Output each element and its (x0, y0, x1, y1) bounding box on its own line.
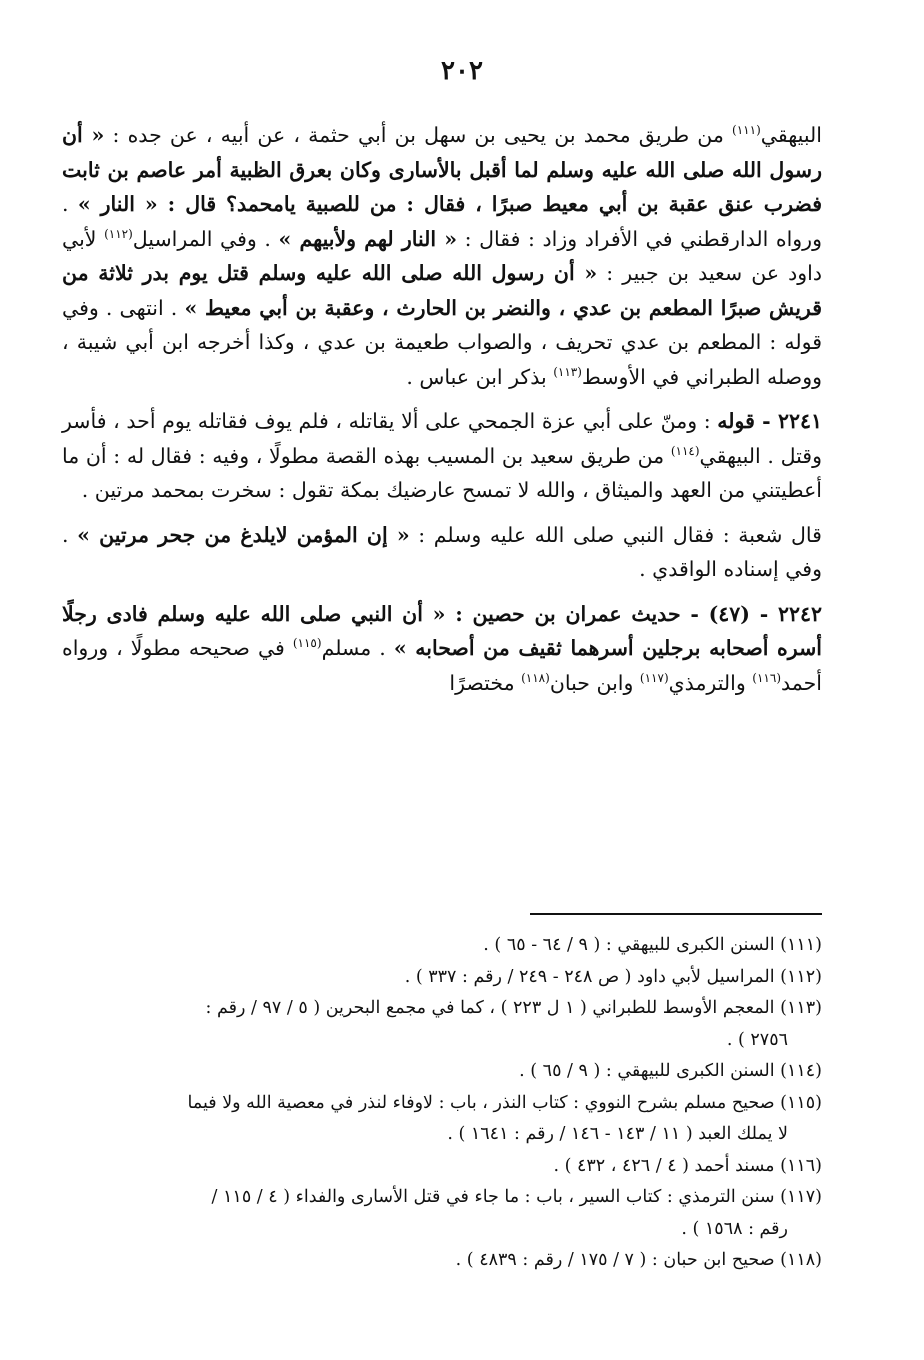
text-run: من طريق سعيد بن المسيب بهذه القصة مطولًا ، وفيه : فقال له : أن ما أعطيتني من العهد والميثاق ، والله لا تمسح عارضيك بمكة تقول : سخرت بمحمد مرتين . (62, 443, 822, 502)
footnote-number: (١١٣) (780, 998, 822, 1018)
footnote-ref: (١١٧) (639, 670, 669, 685)
footnote-separator (530, 913, 822, 915)
footnote (62, 1182, 822, 1245)
footnote-text: سنن الترمذي : كتاب السير ، باب : ما جاء في قتل الأسارى والفداء ( ٤ / ١١٥ / (211, 1187, 775, 1207)
footnote (62, 962, 822, 994)
main-text (62, 118, 822, 700)
footnote-text: السنن الكبرى للبيهقي : ( ٩ / ٦٥ ) . (519, 1061, 775, 1081)
footnote (62, 1056, 822, 1088)
footnote-text: صحيح مسلم بشرح النووي : كتاب النذر ، باب : لاوفاء لنذر في معصية الله ولا فيما (187, 1092, 775, 1113)
footnote-text: المعجم الأوسط للطبراني ( ١ ل ٢٢٣ ) ، كما في مجمع البحرين ( ٥ / ٩٧ / رقم : (205, 998, 775, 1018)
paragraph (62, 118, 822, 394)
text-run: وابن حبان (549, 670, 640, 695)
footnote-continuation: ٢٧٥٦ ) . (726, 1029, 788, 1050)
footnote (62, 1245, 822, 1277)
text-run: . مسلم (321, 636, 394, 660)
text-run: من طريق محمد بن يحيى بن سهل بن أبي حثمة ، عن أبيه ، عن جده : (104, 123, 733, 147)
text-run: . وفي إسناده الواقدي . (62, 522, 822, 581)
footnote-text: مسند أحمد ( ٤ / ٤٢٦ ، ٤٣٢ ) . (553, 1155, 775, 1176)
bold-text-run: « أن رسول الله صلى الله عليه وسلم لما أقبل بالأسارى وكان بعرق الظبية أمر عاصم بن ثابت فضرب عنق عقبة بن أبي معيط صبرًا ، فقال : من للصبية يامحمد؟ قال : « النار » (62, 123, 822, 216)
page-number: ٢٠٢ (441, 56, 483, 86)
footnotes (62, 930, 822, 1277)
footnote-number: (١١٤) (780, 1061, 822, 1081)
text-run: . وفي المراسيل (132, 226, 279, 251)
footnote-text: السنن الكبرى للبيهقي : ( ٩ / ٦٤ - ٦٥ ) . (483, 935, 775, 955)
footnote-text: صحيح ابن حبان : ( ٧ / ١٧٥ / رقم : ٤٨٣٩ ) . (455, 1250, 775, 1270)
footnote-ref: (١١٨) (521, 670, 550, 685)
paragraph (62, 597, 822, 701)
footnote-ref: (١١٥) (292, 636, 322, 651)
footnote-ref: (١١١) (732, 123, 761, 138)
footnote-ref: (١١٣) (553, 364, 582, 379)
footnote-number: (١١٧) (780, 1187, 822, 1207)
footnote (62, 993, 822, 1056)
footnote-number: (١١٨) (780, 1250, 822, 1270)
footnote-number: (١١٦) (780, 1155, 822, 1176)
footnote-continuation: رقم : ١٥٦٨ ) . (681, 1218, 788, 1239)
footnote (62, 930, 822, 962)
text-run: والترمذي (668, 670, 753, 695)
bold-text-run: « أن رسول الله صلى الله عليه وسلم قتل يوم بدر ثلاثة من قريش صبرًا المطعم بن عدي ، والنضر بن الحارث ، وعقبة بن أبي معيط » (62, 261, 823, 320)
text-run: . انتهى . وفي قوله : المطعم بن عدي تحريف ، والصواب طعيمة بن عدي ، وكذا أخرجه ابن أبي شيبة ، ووصله الطبراني في الأوسط (62, 295, 822, 389)
text-run: : ومنّ على أبي عزة الجمحي على ألا يقاتله ، فلم يوف فقاتله يوم أحد ، فأسر وقتل . البيهقي (62, 409, 822, 468)
footnote (62, 1151, 822, 1183)
bold-text-run: ٢٢٤١ - قوله (717, 409, 822, 433)
text-run: في صحيحه مطولًا ، ورواه أحمد (62, 636, 822, 695)
footnote-ref: (١١٦) (752, 670, 782, 685)
paragraph (62, 518, 822, 587)
text-run: . ورواه الدارقطني في الأفراد وزاد : فقال : (62, 192, 822, 251)
text-run: لأبي داود عن سعيد بن جبير : (62, 226, 822, 285)
footnote-ref: (١١٢) (104, 226, 133, 241)
text-run: مختصرًا (449, 670, 522, 695)
paragraph (62, 404, 822, 508)
footnote (62, 1088, 822, 1151)
footnote-continuation: لا يملك العبد ( ١١ / ١٤٣ - ١٤٦ / رقم : ١٦٤١ ) . (447, 1124, 788, 1144)
text-run: البيهقي (760, 123, 822, 147)
bold-text-run: « إن المؤمن لايلدغ من جحر مرتين » (77, 522, 410, 547)
footnote-number: (١١٢) (780, 966, 822, 987)
footnote-number: (١١٥) (780, 1092, 822, 1113)
text-run: بذكر ابن عباس . (406, 364, 554, 389)
footnote-text: المراسيل لأبي داود ( ص ٢٤٨ - ٢٤٩ / رقم : ٣٣٧ ) . (404, 966, 775, 987)
footnote-ref: (١١٤) (670, 443, 700, 458)
bold-text-run: « النار لهم ولأبيهم » (278, 226, 458, 251)
footnote-number: (١١١) (780, 935, 822, 955)
text-run: قال شعبة : فقال النبي صلى الله عليه وسلم : (409, 522, 822, 547)
bold-text-run: ٢٢٤٢ - (٤٧) - حديث عمران بن حصين : « أن النبي صلى الله عليه وسلم فادى رجلًا أسره أصحابه برجلين أسرهما ثقيف من أصحابه » (62, 601, 822, 660)
